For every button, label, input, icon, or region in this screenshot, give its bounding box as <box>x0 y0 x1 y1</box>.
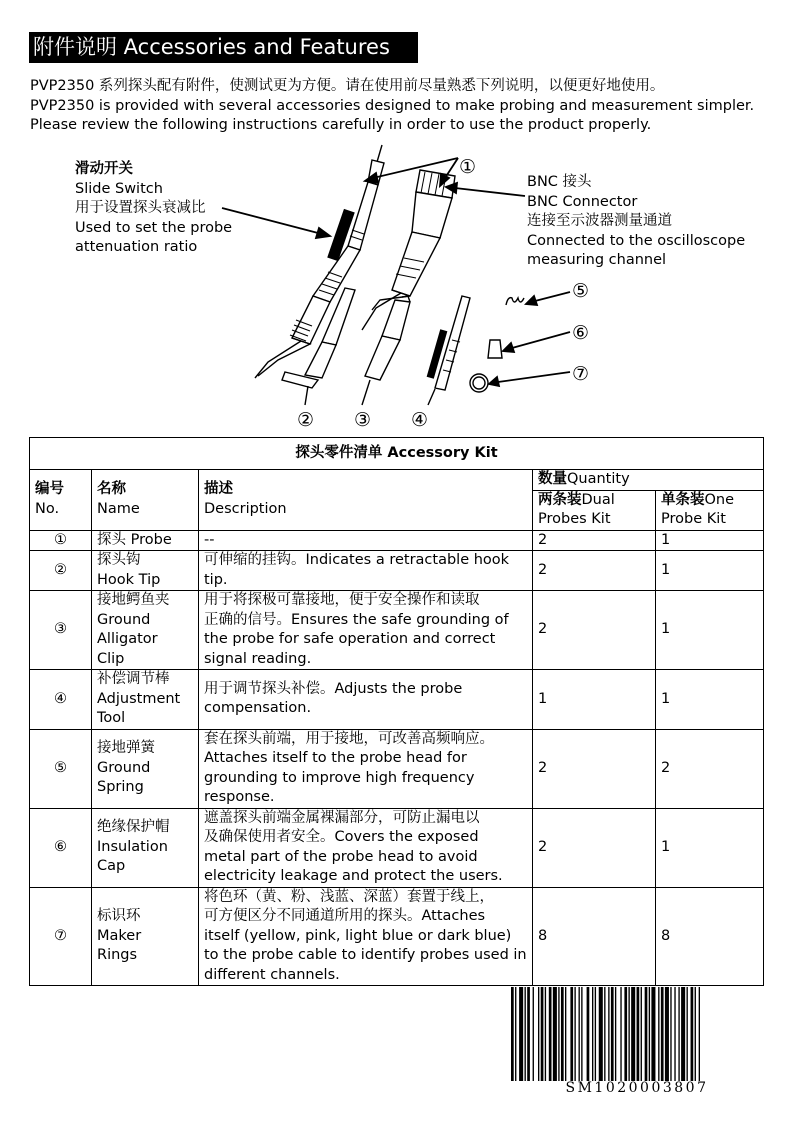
slide-switch-label <box>75 160 232 258</box>
barcode-bar <box>538 987 539 1081</box>
barcode-bar <box>515 987 516 1081</box>
barcode-bar <box>595 987 596 1081</box>
row-no: ⑦ <box>30 887 92 986</box>
row-dual: 2 <box>533 808 656 887</box>
row-single: 1 <box>656 808 764 887</box>
row-name: 标识环 Maker Rings <box>92 887 199 986</box>
barcode-bar <box>545 987 546 1081</box>
callout-3: ③ <box>354 409 372 431</box>
row-name: 接地鳄鱼夹 Ground Alligator Clip <box>92 591 199 670</box>
row-desc: 套在探头前端，用于接地，可改善高频响应。 Attaches itself to the probe head for grounding to improve high frequency response. <box>199 729 533 808</box>
barcode-bar <box>561 987 564 1081</box>
row-desc: 将色环（黄、粉、浅蓝、深蓝）套置于线上， 可方便区分不同通道所用的探头。Attaches itself (yellow, pink, light blue or dark blue) to the probe cable to identify probes used in different channels. <box>199 887 533 986</box>
row-name: 绝缘保护帽 Insulation Cap <box>92 808 199 887</box>
callout-1: ① <box>459 156 477 178</box>
table-row <box>30 551 764 591</box>
barcode-bar <box>661 987 664 1081</box>
page-title: 附件说明 Accessories and Features <box>29 32 418 63</box>
row-single: 1 <box>656 551 764 591</box>
barcode-bar <box>681 987 685 1081</box>
barcode-bar <box>691 987 694 1081</box>
table-row <box>30 808 764 887</box>
row-name: 补偿调节棒 Adjustment Tool <box>92 670 199 730</box>
row-no: ③ <box>30 591 92 670</box>
barcode-bar <box>695 987 696 1081</box>
barcode-bar <box>615 987 616 1081</box>
header-no: 编号 No. <box>30 470 92 531</box>
barcode-bar <box>670 987 671 1081</box>
intro-text <box>30 77 770 136</box>
callout-6: ⑥ <box>572 322 590 344</box>
callout-4: ④ <box>411 409 429 431</box>
row-dual: 2 <box>533 729 656 808</box>
row-no: ④ <box>30 670 92 730</box>
bnc-desc-cn: 连接至示波器测量通道 <box>527 213 672 229</box>
row-dual: 1 <box>533 670 656 730</box>
header-single: 单条装One Probe Kit <box>656 490 764 530</box>
barcode-bar <box>533 987 534 1081</box>
row-no: ② <box>30 551 92 591</box>
barcode-bar <box>637 987 640 1081</box>
bnc-desc-en-2: measuring channel <box>527 252 667 268</box>
row-desc: 遮盖探头前端金属裸漏部分，可防止漏电以 及确保使用者安全。Covers the exposed metal part of the probe head to avoid electricity leakage and protect the users. <box>199 808 533 887</box>
barcode-bar <box>599 987 603 1081</box>
row-dual: 8 <box>533 887 656 986</box>
barcode-bar <box>624 987 627 1081</box>
barcode-bar <box>558 987 559 1081</box>
callout-2: ② <box>297 409 315 431</box>
table-row <box>30 729 764 808</box>
row-no: ① <box>30 530 92 551</box>
barcode-bar <box>611 987 614 1081</box>
barcode-bar <box>631 987 635 1081</box>
row-name: 接地弹簧 Ground Spring <box>92 729 199 808</box>
row-no: ⑤ <box>30 729 92 808</box>
barcode-bar <box>527 987 530 1081</box>
barcode-bars <box>511 987 763 1081</box>
barcode-bar <box>592 987 593 1081</box>
barcode-bar <box>565 987 566 1081</box>
intro-en-2: Please review the following instructions carefully in order to use the product properly. <box>30 117 652 133</box>
barcode-bar <box>628 987 629 1081</box>
row-name: 探头 Probe <box>92 530 199 551</box>
row-single: 1 <box>656 530 764 551</box>
row-name: 探头钩 Hook Tip <box>92 551 199 591</box>
bnc-desc-en-1: Connected to the oscilloscope <box>527 232 746 249</box>
row-desc: 用于将探极可靠接地，便于安全操作和读取 正确的信号。Ensures the safe grounding of the probe for safe operation and correct signal reading. <box>199 591 533 670</box>
barcode-bar <box>651 987 655 1081</box>
bnc-en: BNC Connector <box>527 193 638 210</box>
barcode-bar <box>608 987 609 1081</box>
slide-switch-desc-cn: 用于设置探头衰减比 <box>75 200 206 216</box>
row-single: 1 <box>656 591 764 670</box>
barcode-number: SM1020003807 <box>565 1080 709 1096</box>
barcode-bar <box>678 987 679 1081</box>
barcode-bar <box>587 987 590 1081</box>
intro-en-1: PVP2350 is provided with several accessories designed to make probing and measurement simpler. <box>30 97 755 114</box>
row-dual: 2 <box>533 530 656 551</box>
barcode-bar <box>641 987 642 1081</box>
row-no: ⑥ <box>30 808 92 887</box>
header-description: 描述 Description <box>199 470 533 531</box>
barcode-bar <box>581 987 582 1081</box>
barcode-bar <box>570 987 573 1081</box>
slide-switch-desc-en-2: attenuation ratio <box>75 239 198 255</box>
callout-7: ⑦ <box>572 363 590 385</box>
table-row <box>30 591 764 670</box>
table-row <box>30 670 764 730</box>
bnc-label <box>527 173 745 271</box>
barcode-bar <box>604 987 605 1081</box>
barcode-bar <box>620 987 621 1081</box>
slide-switch-cn: 滑动开关 <box>75 161 133 177</box>
barcode-bar <box>579 987 580 1081</box>
slide-switch-en: Slide Switch <box>75 180 163 197</box>
header-quantity: 数量Quantity <box>533 470 764 491</box>
row-desc: 可伸缩的挂钩。Indicates a retractable hook tip. <box>199 551 533 591</box>
row-desc: -- <box>199 530 533 551</box>
intro-cn: PVP2350 系列探头配有附件，使测试更为方便。请在使用前尽量熟悉下列说明，以便更好地使用。 <box>30 78 665 94</box>
table-row <box>30 530 764 551</box>
barcode-bar <box>525 987 526 1081</box>
barcode-bar <box>511 987 514 1081</box>
table-title: 探头零件清单 Accessory Kit <box>30 438 764 470</box>
row-dual: 2 <box>533 551 656 591</box>
barcode-bar <box>699 987 700 1081</box>
slide-switch-desc-en-1: Used to set the probe <box>75 219 233 236</box>
row-single: 2 <box>656 729 764 808</box>
row-single: 1 <box>656 670 764 730</box>
barcode-bar <box>687 987 688 1081</box>
table-row <box>30 887 764 986</box>
row-single: 8 <box>656 887 764 986</box>
barcode-bar <box>541 987 544 1081</box>
barcode-bar <box>519 987 523 1081</box>
barcode-bar <box>645 987 648 1081</box>
barcode-bar <box>574 987 575 1081</box>
barcode-bar <box>553 987 557 1081</box>
bnc-cn: BNC 接头 <box>527 174 592 190</box>
row-dual: 2 <box>533 591 656 670</box>
header-dual: 两条装Dual Probes Kit <box>533 490 656 530</box>
barcode-bar <box>674 987 675 1081</box>
barcode-bar <box>549 987 552 1081</box>
row-desc: 用于调节探头补偿。Adjusts the probe compensation. <box>199 670 533 730</box>
barcode-bar <box>649 987 650 1081</box>
header-name: 名称 Name <box>92 470 199 531</box>
callout-5: ⑤ <box>572 280 590 302</box>
accessory-kit-table <box>29 437 764 986</box>
barcode-bar <box>658 987 659 1081</box>
barcode-bar <box>665 987 669 1081</box>
